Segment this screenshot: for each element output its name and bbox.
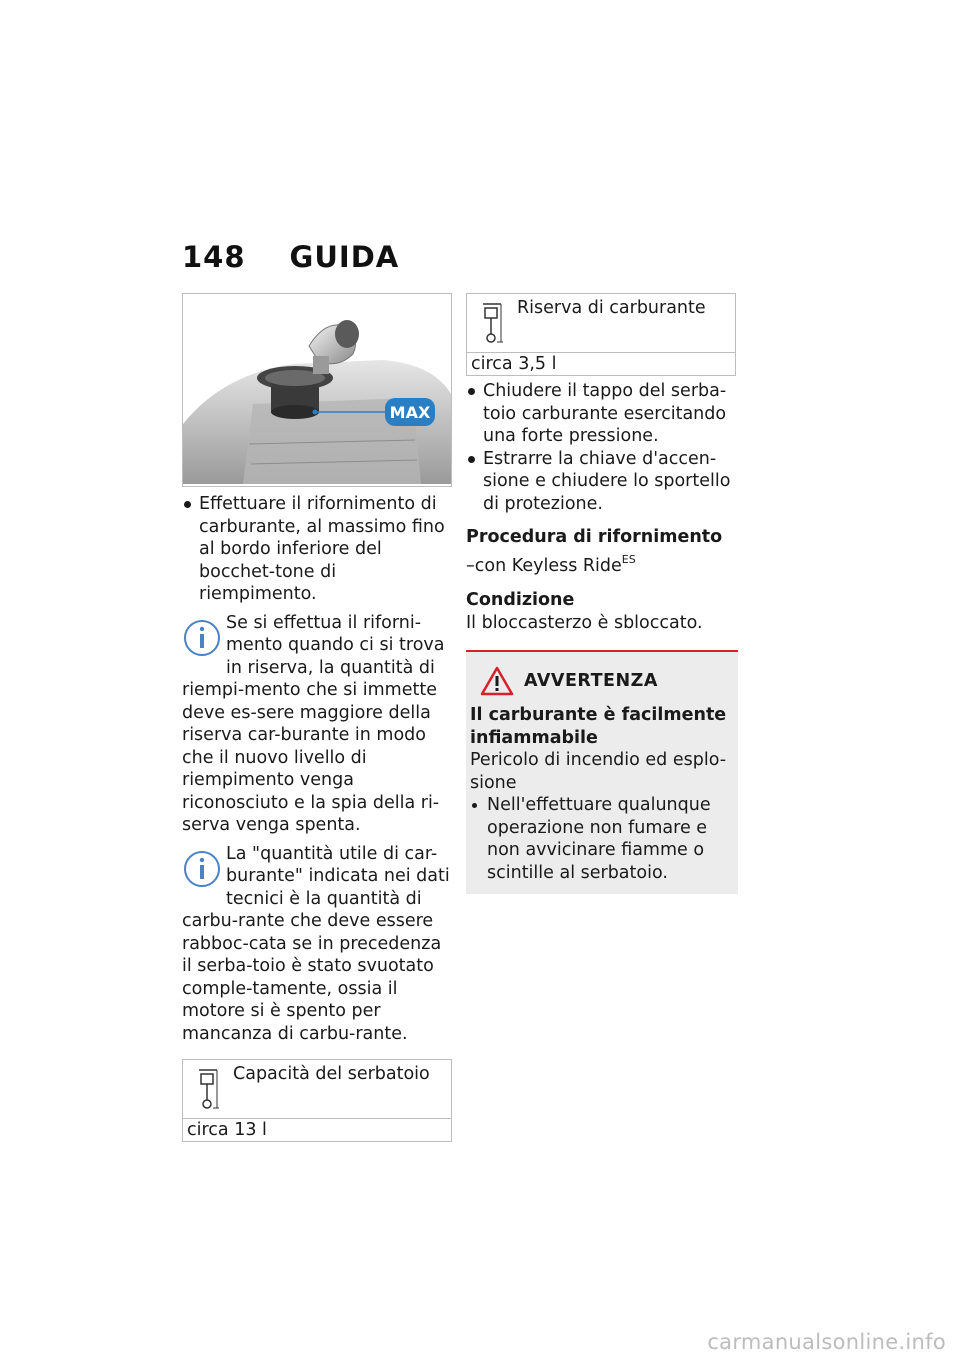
fuel-filler-illustration [182, 293, 452, 487]
spec-value: circa 13 l [187, 1120, 267, 1140]
condition-title: Condizione [466, 590, 575, 610]
procedure-title: Procedura di rifornimento [466, 527, 723, 547]
procedure-subtitle-text: –con Keyless Ride [466, 555, 622, 576]
measurement-icon [197, 1066, 219, 1112]
info-icon [182, 847, 222, 889]
left-column [182, 293, 452, 1142]
warning-header [480, 666, 728, 696]
warning-list [470, 794, 728, 884]
watermark: carmanualsonline.info [707, 1330, 946, 1354]
warning-heading: AVVERTENZA [524, 671, 658, 691]
fuel-reserve-spec [466, 293, 736, 376]
max-badge: MAX [389, 403, 431, 422]
warning-title: Il carburante è facilmente infiammabile [470, 705, 727, 748]
closing-steps-list [466, 380, 738, 515]
note-text: Se si effettua il riforni-mento quando ci si trova in riserva, la quantità di riempi-mento che si immette deve es-sere maggiore della riserva car-burante in modo che il nuovo livello di riempimento venga riconosciuto e la spia della ri-serva venga spenta. [182, 612, 445, 835]
list-item: Effettuare il rifornimento di carburante, al massimo fino al bordo inferiore del bocchet-tone di riempimento. [182, 493, 452, 606]
tank-capacity-spec [182, 1059, 452, 1142]
list-item: Estrarre la chiave d'accen-sione e chiudere lo sportello di protezione. [466, 448, 738, 516]
measurement-icon [481, 300, 503, 346]
warning-text: Pericolo di incendio ed esplo-sione [470, 750, 727, 793]
section-title: GUIDA [289, 240, 400, 274]
spec-label: Riserva di carburante [517, 298, 706, 318]
spec-label: Capacità del serbatoio [233, 1064, 430, 1084]
info-note-reserve [182, 612, 452, 837]
spec-value: circa 3,5 l [471, 354, 557, 374]
right-column [466, 293, 738, 894]
warning-triangle-icon [480, 666, 514, 696]
fuel-tank-image [183, 294, 451, 486]
page-header [182, 240, 399, 274]
list-item: Nell'effettuare qualunque operazione non fumare e non avvicinare fiamme o scintille al serbatoio. [470, 794, 728, 884]
note-text: La "quantità utile di car-burante" indicata nei dati tecnici è la quantità di carbu-rante che deve essere rabboc-cata se in precedenza il serba-toio è stato svuotato comple-tamente, ossia il motore si è spento per mancanza di carbu-rante. [182, 843, 450, 1044]
warning-box [466, 650, 738, 894]
procedure-subtitle [466, 549, 738, 578]
refuel-steps-list [182, 493, 452, 606]
list-item: Chiudere il tappo del serba-toio carburante esercitando una forte pressione. [466, 380, 738, 448]
page-number: 148 [182, 240, 246, 274]
procedure-subtitle-sup: ES [621, 552, 636, 566]
condition-text: Il bloccasterzo è sbloccato. [466, 612, 703, 633]
info-icon [182, 616, 222, 658]
info-note-usable-fuel [182, 843, 452, 1046]
